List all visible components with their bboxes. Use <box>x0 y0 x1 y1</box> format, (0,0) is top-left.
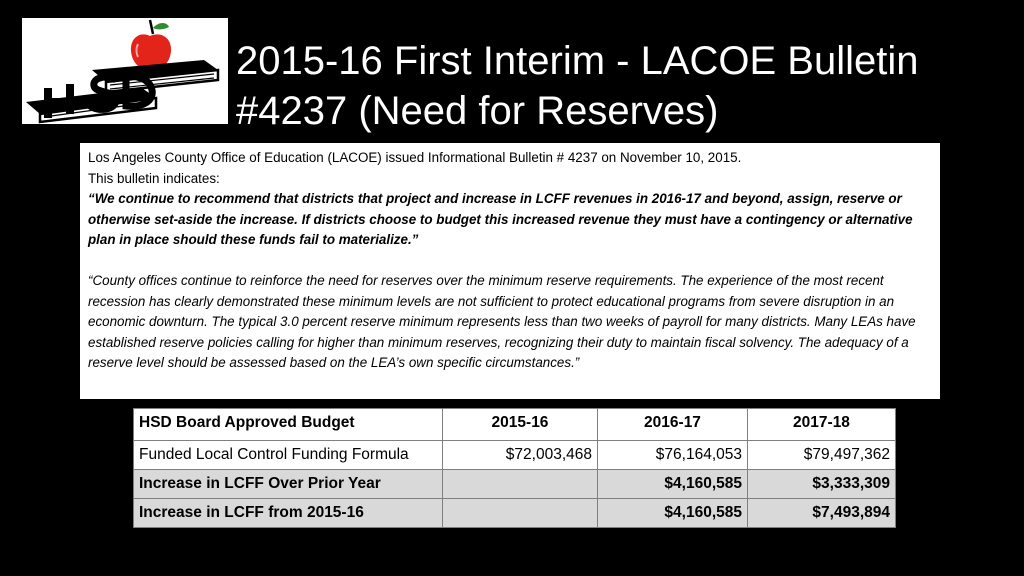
header-cell-2017-18: 2017-18 <box>748 409 896 441</box>
header-cell-label: HSD Board Approved Budget <box>134 409 443 441</box>
bulletin-text-box <box>80 143 940 399</box>
cell-2016-17: $76,164,053 <box>598 441 748 470</box>
row-label-text: Funded Local Control Funding Formula <box>139 446 409 463</box>
row-label <box>134 441 443 470</box>
header-cell-2015-16: 2015-16 <box>443 409 598 441</box>
cell-2015-16 <box>443 499 598 528</box>
bulletin-intro-line-1: Los Angeles County Office of Education (LACOE) issued Informational Bulletin # 4237 on November 10, 2015. <box>88 150 742 165</box>
cell-2015-16: $72,003,468 <box>443 441 598 470</box>
cell-2017-18: $7,493,894 <box>748 499 896 528</box>
bulletin-intro-line-2: This bulletin indicates: <box>88 170 220 186</box>
row-label: Increase in LCFF from 2015-16 <box>134 499 443 528</box>
cell-2017-18: $3,333,309 <box>748 470 896 499</box>
budget-table <box>133 408 896 528</box>
table-row-funded-lcff <box>134 441 896 470</box>
table-header-row <box>134 409 896 441</box>
row-label: Increase in LCFF Over Prior Year <box>134 470 443 499</box>
slide-title <box>236 36 1016 136</box>
cell-2016-17: $4,160,585 <box>598 499 748 528</box>
cell-2017-18: $79,497,362 <box>748 441 896 470</box>
table-row-increase-from-2015-16 <box>134 499 896 528</box>
header-cell-2016-17: 2016-17 <box>598 409 748 441</box>
cell-2015-16 <box>443 470 598 499</box>
district-logo <box>22 18 228 124</box>
slide-title-line-2: #4237 (Need for Reserves) <box>236 89 719 133</box>
table-row-increase-over-prior-year <box>134 470 896 499</box>
apple-on-books-logo-icon <box>22 18 228 124</box>
bulletin-quote-1: “We continue to recommend that districts that project and increase in LCFF revenues in 2016-17 and beyond, assign, reserve or otherwise set-aside the increase. If districts choose to budget this increased revenue they must have a contingency or alternative plan in place should these funds fail to materialize.” <box>88 191 913 247</box>
bulletin-quote-2: “County offices continue to reinforce the need for reserves over the minimum reserve requirements. The experience of the most recent recession has clearly demonstrated these minimum levels are not sufficient to protect educational programs from severe disruption in an economic downturn. The typical 3.0 percent reserve minimum represents less than two weeks of payroll for many districts. Many LEAs have established reserve policies calling for higher than minimum reserves, recognizing their duty to maintain fiscal solvency. The adequacy of a reserve level should be assessed based on the LEA’s own specific circumstances.” <box>88 273 916 370</box>
cell-2016-17: $4,160,585 <box>598 470 748 499</box>
slide-title-line-1: 2015-16 First Interim - LACOE Bulletin <box>236 39 919 83</box>
